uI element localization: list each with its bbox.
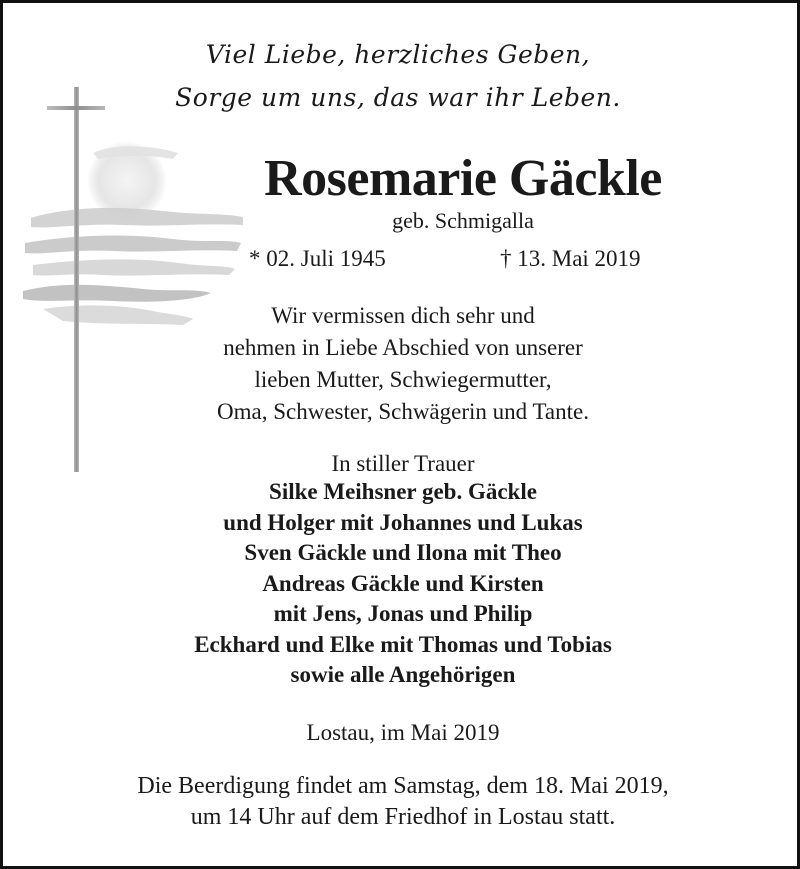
poem-line: Viel Liebe, herzliches Geben, xyxy=(205,40,591,69)
birth-name: geb. Schmigalla xyxy=(392,208,534,233)
mourners-list xyxy=(83,477,723,691)
mourner-line: Silke Meihsner geb. Gäckle xyxy=(269,479,537,504)
poem-line: Sorge um uns, das war ihr Leben. xyxy=(175,83,621,112)
mourner-line: und Holger mit Johannes und Lukas xyxy=(223,509,583,535)
birth-date: * 02. Juli 1945 xyxy=(249,246,386,271)
mourner-line: Sven Gäckle und Ilona mit Theo xyxy=(244,540,562,565)
farewell-message xyxy=(83,300,723,428)
poem xyxy=(163,33,633,119)
message-line: Oma, Schwester, Schwägerin und Tante. xyxy=(217,399,589,424)
message-line: nehmen in Liebe Abschied von unserer xyxy=(223,335,583,360)
mourning-intro: In stiller Trauer xyxy=(331,451,475,476)
mourner-line: sowie alle Angehörigen xyxy=(290,662,516,687)
mourner-line: Andreas Gäckle und Kirsten xyxy=(262,570,544,596)
funeral-line: um 14 Uhr auf dem Friedhof in Lostau statt. xyxy=(190,804,616,830)
message-line: lieben Mutter, Schwiegermutter, xyxy=(254,367,552,392)
mourner-line: mit Jens, Jonas und Philip xyxy=(273,601,533,626)
funeral-line: Die Beerdigung findet am Samstag, dem 18. Mai 2019, xyxy=(137,773,669,799)
place-date: Lostau, im Mai 2019 xyxy=(306,720,500,745)
message-line: Wir vermissen dich sehr und xyxy=(271,303,535,328)
deceased-name: Rosemarie Gäckle xyxy=(264,150,662,207)
death-date: † 13. Mai 2019 xyxy=(500,246,641,271)
mourner-line: Eckhard und Elke mit Thomas und Tobias xyxy=(194,631,612,657)
funeral-notice xyxy=(83,771,723,833)
